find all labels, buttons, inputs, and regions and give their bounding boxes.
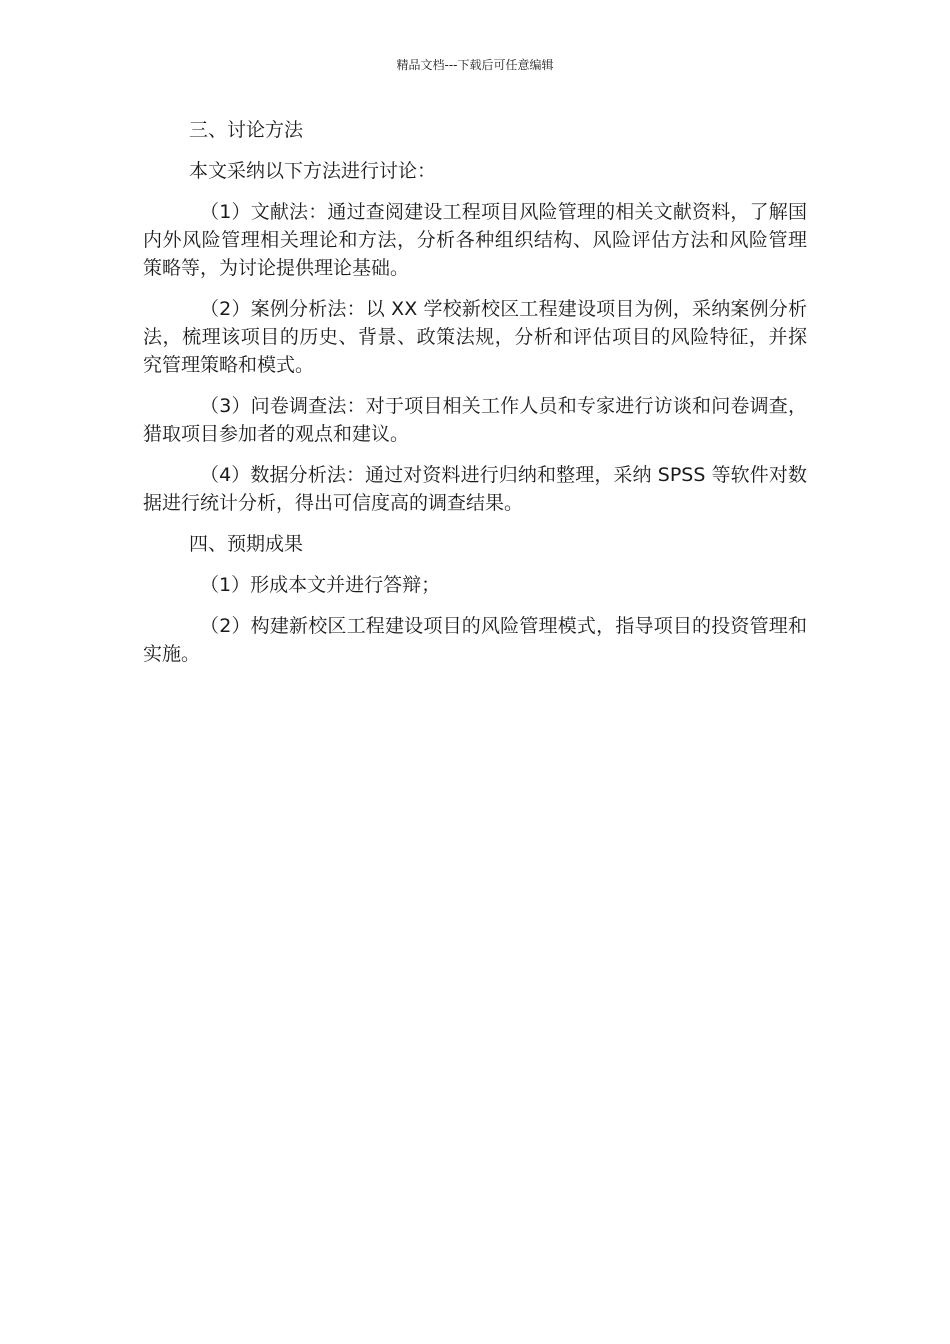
section-heading-results: 四、预期成果 xyxy=(189,533,304,555)
method-literature: （1）文献法：通过查阅建设工程项目风险管理的相关文献资料，了解国内外风险管理相关理论和方法，分析各种组织结构、风险评估方法和风险管理策略等，为讨论提供理论基础。 xyxy=(143,201,807,279)
document-body xyxy=(143,116,807,681)
method-data-analysis: （4）数据分析法：通过对资料进行归纳和整理，采纳 SPSS 等软件对数据进行统计分析，得出可信度高的调查结果。 xyxy=(143,464,807,514)
method-questionnaire: （3）问卷调查法：对于项目相关工作人员和专家进行访谈和问卷调查，猎取项目参加者的观点和建议。 xyxy=(143,395,807,445)
header-note: 精品文档---下载后可任意编辑 xyxy=(396,58,554,72)
section-heading-methods: 三、讨论方法 xyxy=(189,119,304,141)
methods-intro: 本文采纳以下方法进行讨论： xyxy=(189,160,437,182)
method-case-study: （2）案例分析法：以 XX 学校新校区工程建设项目为例，采纳案例分析法，梳理该项目的历史、背景、政策法规，分析和评估项目的风险特征，并探究管理策略和模式。 xyxy=(143,298,807,376)
result-item-1: （1）形成本文并进行答辩； xyxy=(200,574,441,596)
result-item-2: （2）构建新校区工程建设项目的风险管理模式，指导项目的投资管理和实施。 xyxy=(143,615,807,665)
